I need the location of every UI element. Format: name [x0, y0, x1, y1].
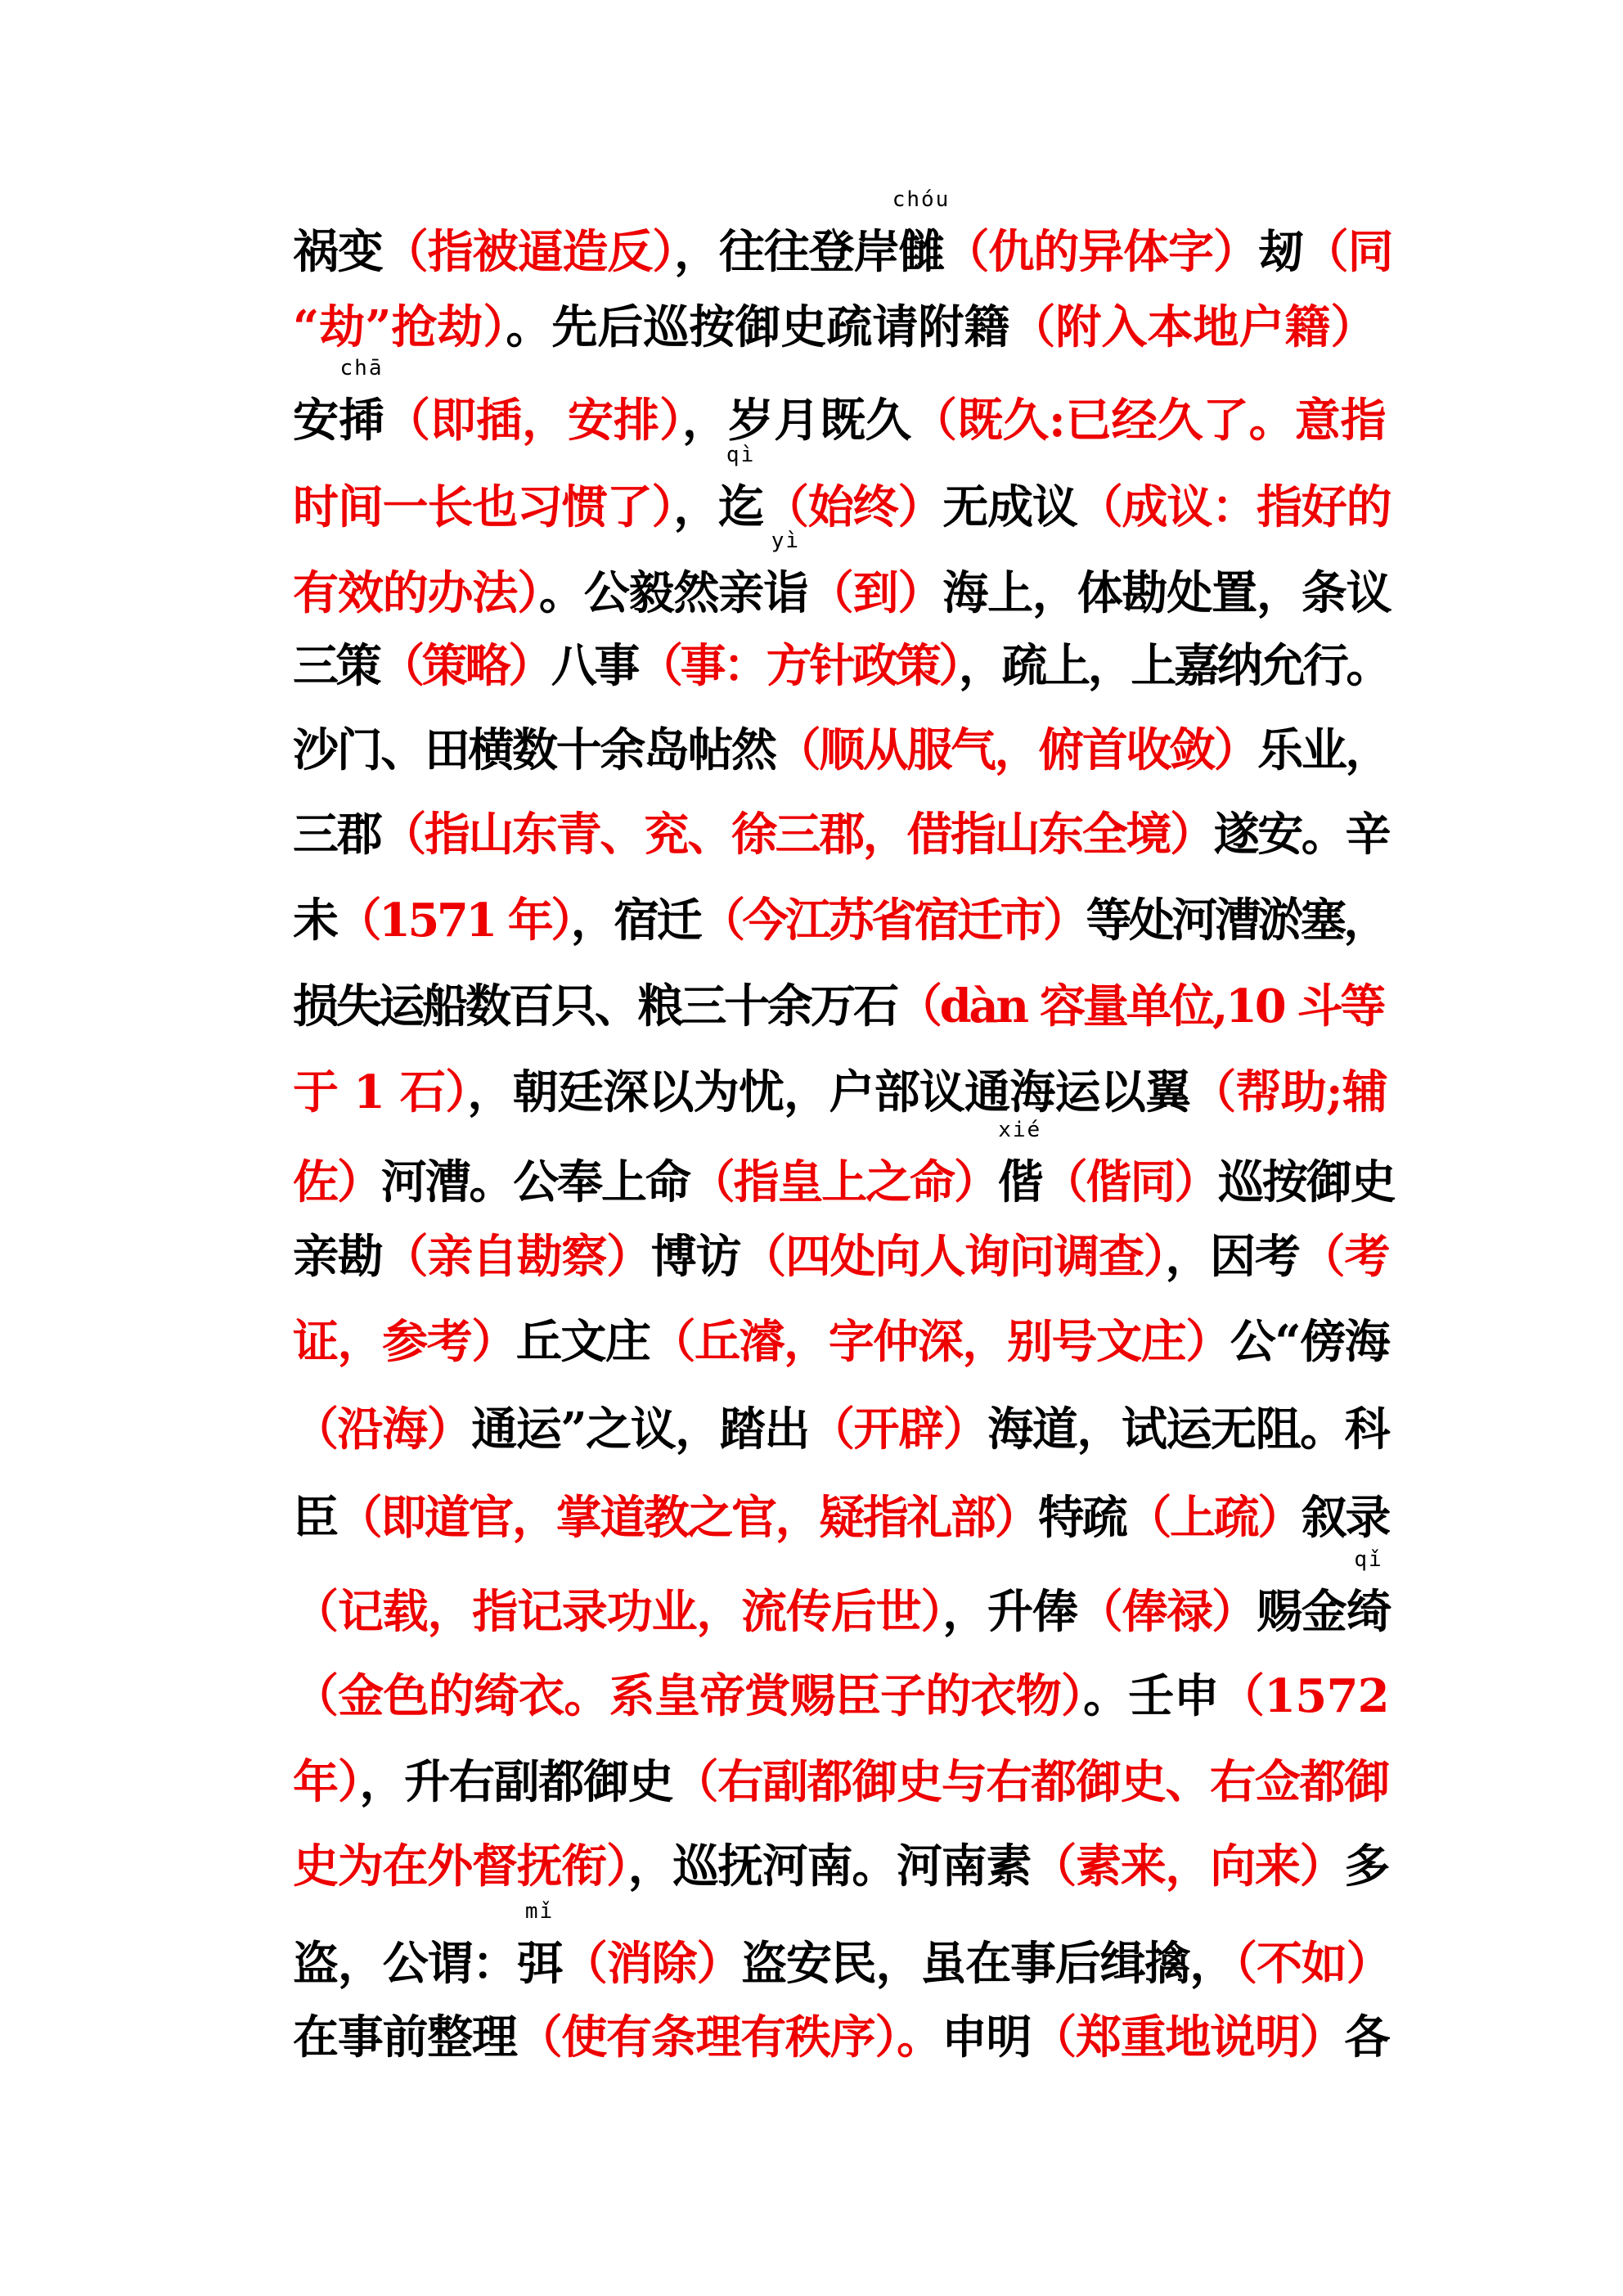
pinyin-annotated-character	[718, 443, 763, 536]
original-text: 沙门、田横数十余岛帖然	[293, 723, 776, 777]
annotation-text: 佐）	[293, 1155, 381, 1209]
annotation-text: （郑重地说明）	[1031, 2010, 1345, 2064]
original-text: ，岁月既久	[682, 394, 911, 448]
annotation-text: （始终）	[763, 480, 943, 534]
original-text: 博访	[650, 1230, 741, 1284]
annotated-character: 雠	[898, 225, 944, 279]
annotation-text: （使有条理有秩序）。	[516, 2010, 942, 2064]
annotation-text: （金色的绮衣。系皇帝赏赐臣子的衣物）	[293, 1669, 1084, 1723]
original-text: 河漕。公奉上命	[380, 1155, 690, 1209]
original-text: 丘文庄	[515, 1315, 650, 1369]
annotation-text: （事：方针政策）	[636, 639, 959, 693]
annotation-text: （dàn 容量单位,10 斗等	[896, 979, 1383, 1033]
pinyin-annotated-character	[1346, 1547, 1391, 1641]
annotation-text: （1572	[1218, 1669, 1389, 1723]
pinyin-reading: yì	[771, 529, 801, 553]
original-text: ，	[673, 480, 719, 534]
annotation-text: 史为在外督抚衔）	[293, 1839, 628, 1893]
annotation-text: （右副都御史与右都御史、右佥都御	[672, 1755, 1390, 1809]
annotated-character: 偕	[997, 1155, 1042, 1209]
annotation-text: 时间一长也习惯了）	[293, 480, 674, 534]
annotation-text: 年）	[293, 1755, 360, 1809]
original-text: 盗安民，虽在事后缉擒，	[741, 1937, 1235, 1991]
text-line	[293, 529, 1391, 622]
original-text: ，往往登岸	[674, 225, 899, 279]
annotation-text: （沿海）	[293, 1402, 472, 1456]
text-line	[293, 1401, 1389, 1458]
annotation-text: （偕同）	[1041, 1155, 1219, 1209]
text-line	[293, 1547, 1391, 1641]
original-text: 八事	[551, 639, 637, 693]
annotated-character: 揷	[339, 394, 384, 448]
original-text: ，因考	[1165, 1230, 1300, 1284]
annotation-text: （1571 年）	[335, 894, 571, 948]
text-line	[293, 1754, 1389, 1811]
pinyin-reading: qì	[726, 443, 756, 467]
text-line	[293, 892, 1389, 949]
annotation-text: （附入本地户籍）	[1009, 300, 1377, 354]
original-text: 巡按御史	[1218, 1155, 1395, 1209]
original-text: 各	[1344, 2010, 1390, 2064]
annotation-text: （丘濬，字仲深，别号文庄）	[650, 1315, 1230, 1369]
pinyin-reading: xié	[998, 1118, 1042, 1142]
text-line	[293, 356, 1389, 449]
annotation-text: （指被逼造反）	[382, 225, 675, 279]
annotation-text: （到）	[807, 566, 943, 620]
text-line	[293, 806, 1389, 863]
text-line	[293, 637, 1389, 695]
text-line	[293, 1489, 1389, 1546]
text-line	[293, 1668, 1389, 1725]
text-line	[293, 443, 1391, 536]
text-line	[293, 1228, 1389, 1285]
text-line	[293, 1899, 1391, 1992]
original-text: 通运”之议，踏出	[471, 1402, 809, 1456]
original-text: 亲勘	[293, 1230, 383, 1284]
original-text: 遂安。辛	[1213, 808, 1390, 862]
original-text: 海上，体勘处置，条议	[942, 566, 1391, 620]
original-text: 等处河漕淤塞，	[1086, 894, 1387, 948]
original-text: 三郡	[293, 808, 381, 862]
annotation-text: （既久:已经久了。意指	[911, 394, 1387, 448]
original-text: 臣	[293, 1491, 337, 1545]
annotation-text: （同	[1302, 225, 1393, 279]
annotation-text: （今江苏省宿迁市）	[699, 894, 1086, 948]
annotation-text: （仇的异体字）	[943, 225, 1258, 279]
annotation-text: （指皇上之命）	[689, 1155, 998, 1209]
original-text: ，朝廷深以为忧，户部议通海运以翼	[467, 1065, 1191, 1119]
original-text: ，升右副都御史	[359, 1755, 673, 1809]
annotated-character: 绮	[1346, 1585, 1391, 1639]
original-text: 特疏	[1038, 1491, 1126, 1545]
annotation-text: （开辟）	[808, 1402, 988, 1456]
annotation-text: （上疏）	[1126, 1491, 1302, 1545]
text-line	[293, 1064, 1389, 1121]
original-text: 。公毅然亲	[538, 566, 763, 620]
pinyin-annotated-character	[997, 1118, 1042, 1211]
annotation-text: （即道官，掌道教之官，疑指礼部）	[336, 1491, 1039, 1545]
original-text: ，疏上，上嘉纳允行。	[958, 639, 1390, 693]
annotation-text: （消除）	[561, 1937, 742, 1991]
original-text: 祸变	[293, 225, 383, 279]
text-line	[293, 1118, 1395, 1211]
annotation-text: （策略）	[379, 639, 551, 693]
text-line	[293, 299, 1389, 356]
text-line	[293, 1838, 1389, 1895]
original-text: 叙录	[1301, 1491, 1390, 1545]
original-text: 海道，试运无阻。科	[987, 1402, 1390, 1456]
annotated-character: 迄	[718, 480, 763, 534]
pinyin-reading: chā	[339, 356, 384, 380]
original-text: 。壬申	[1083, 1669, 1219, 1723]
pinyin-annotated-character	[517, 1899, 562, 1992]
annotation-text: （考	[1299, 1230, 1390, 1284]
text-line	[293, 722, 1389, 779]
original-text: 乐业，	[1257, 723, 1390, 777]
annotation-text: （帮助;辅	[1190, 1065, 1388, 1119]
annotation-text: （顺从服气，俯首收敛）	[775, 723, 1258, 777]
original-text: 公“傍海	[1230, 1315, 1390, 1369]
annotation-text: 于 1 石）	[293, 1065, 468, 1119]
annotation-text: （成议：指好的	[1077, 480, 1391, 534]
pinyin-reading: mǐ	[524, 1899, 555, 1924]
pinyin-reading: qǐ	[1354, 1547, 1383, 1572]
original-text: 安	[293, 394, 339, 448]
original-text: 多	[1344, 1839, 1390, 1893]
annotated-character: 弭	[517, 1937, 562, 1991]
annotation-text: “劫”抢劫）	[293, 300, 506, 354]
text-line	[293, 2009, 1389, 2066]
annotation-text: （亲自勘察）	[382, 1230, 651, 1284]
original-text: ，巡抚河南。河南素	[627, 1839, 1032, 1893]
annotation-text: （指山东青、兖、徐三郡，借指山东全境）	[380, 808, 1214, 862]
text-line	[293, 187, 1393, 281]
original-text: 申明	[941, 2010, 1032, 2064]
original-text: 刼	[1257, 225, 1303, 279]
original-text: 盗，公谓：	[293, 1937, 518, 1991]
original-text: 在事前整理	[293, 2010, 517, 2064]
pinyin-reading: chóu	[892, 187, 951, 212]
text-line	[293, 978, 1389, 1035]
original-text: 未	[293, 894, 336, 948]
original-text: ，升俸	[942, 1585, 1077, 1639]
original-text: ，宿迁	[570, 894, 700, 948]
original-text: 三策	[293, 639, 380, 693]
annotation-text: （俸禄）	[1077, 1585, 1257, 1639]
annotation-text: 有效的办法）	[293, 566, 539, 620]
original-text: 损失运船数百只、粮三十余万石	[293, 979, 897, 1033]
pinyin-annotated-character	[762, 529, 808, 622]
original-text: 赐金	[1256, 1585, 1347, 1639]
annotation-text: （四处向人询问调查）	[740, 1230, 1166, 1284]
annotation-text: （即插，安排）	[384, 394, 682, 448]
pinyin-annotated-character	[892, 187, 951, 281]
original-text: 无成议	[942, 480, 1077, 534]
pinyin-annotated-character	[339, 356, 384, 449]
text-line	[293, 1313, 1389, 1371]
annotated-character: 诣	[762, 566, 808, 620]
annotation-text: （不如）	[1234, 1937, 1391, 1991]
annotation-text: （记载，指记录功业，流传后世）	[293, 1585, 943, 1639]
original-text: 。先后巡按御史疏请附籍	[506, 300, 1010, 354]
annotation-text: 证，参考）	[293, 1315, 516, 1369]
annotation-text: （素来，向来）	[1031, 1839, 1345, 1893]
